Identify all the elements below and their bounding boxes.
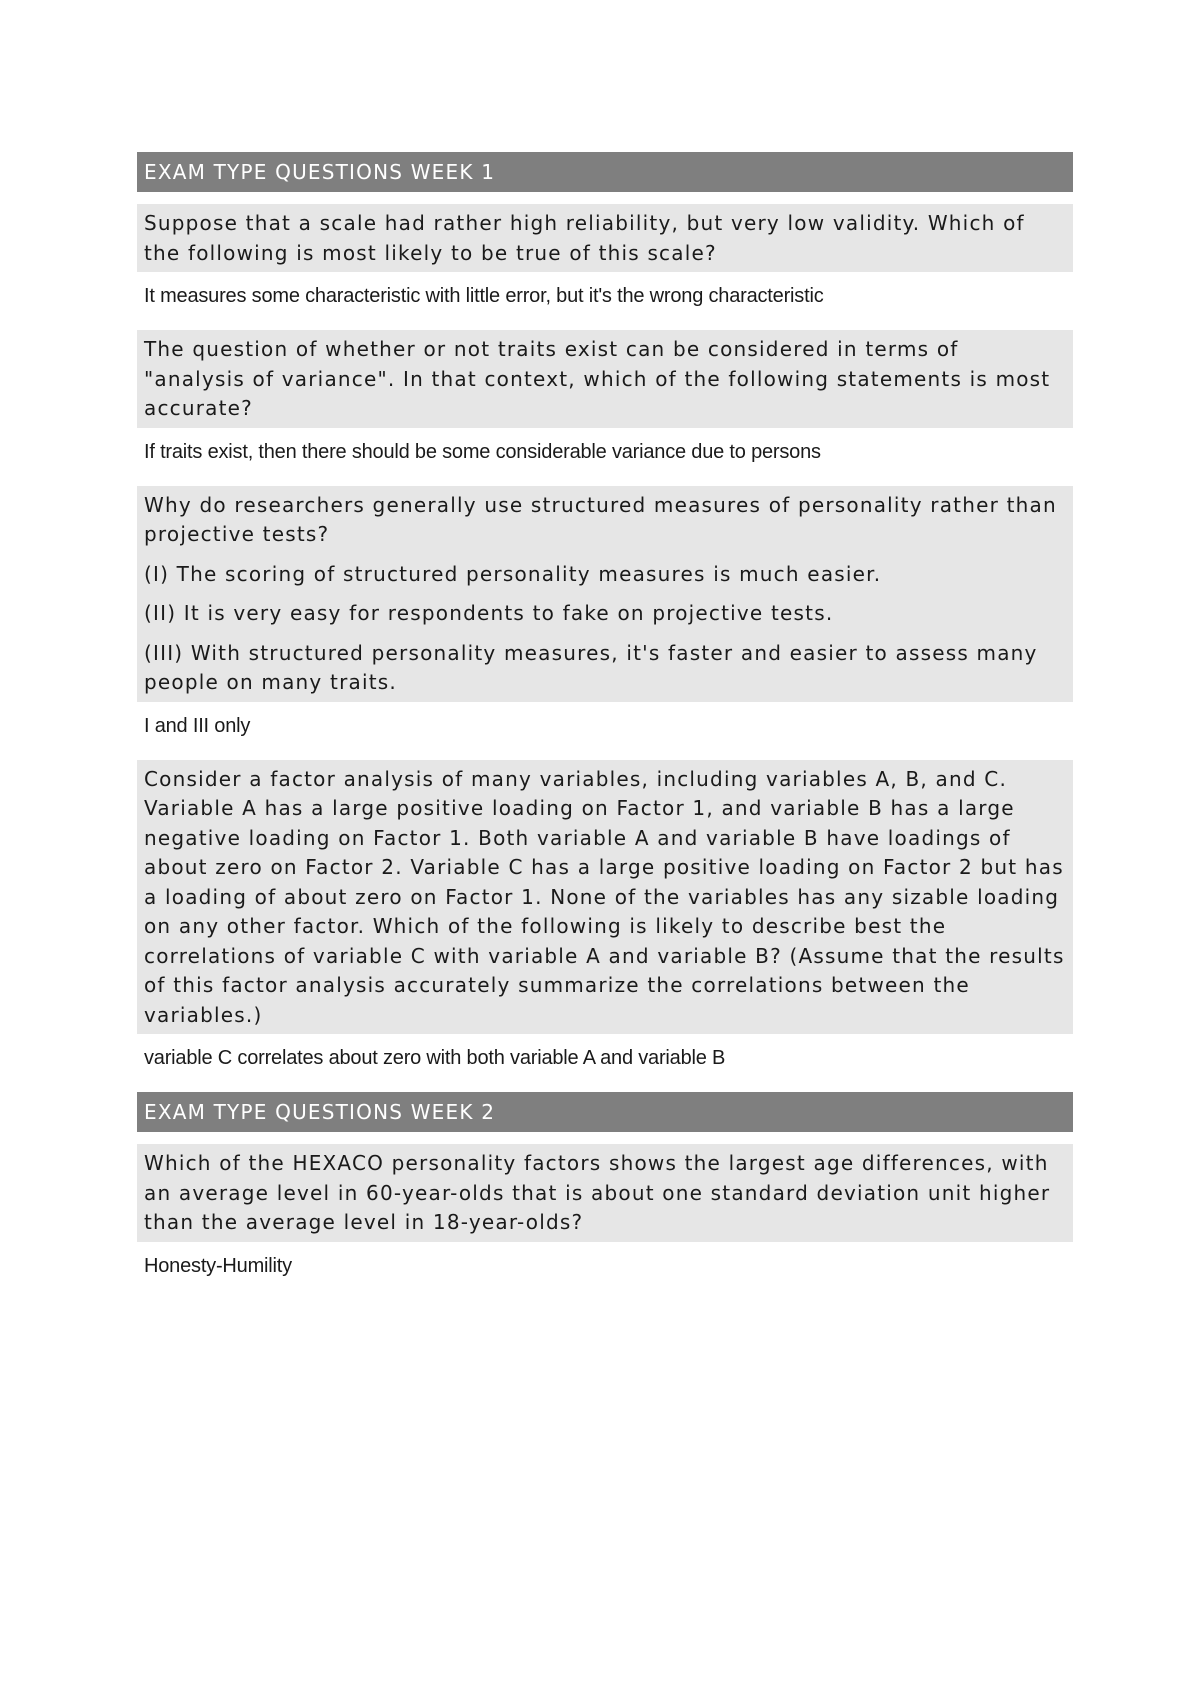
question-option: (I) The scoring of structured personality measures is much easier. (144, 561, 882, 586)
answer-text: variable C correlates about zero with both variable A and variable B (144, 1047, 726, 1069)
question-option: (III) With structured personality measures, it's faster and easier to assess many people on many traits. (144, 640, 1038, 694)
question-option: (II) It is very easy for respondents to fake on projective tests. (144, 601, 834, 625)
document-page (137, 152, 1073, 1300)
question-box (137, 486, 1073, 702)
section-header-week-2: EXAM TYPE QUESTIONS WEEK 2 (137, 1092, 1073, 1132)
question-text: Why do researchers generally use structured measures of personality rather than projective tests? (144, 492, 1057, 546)
answer-text: It measures some characteristic with little error, but it's the wrong characteristic (144, 285, 824, 307)
question-box (137, 330, 1073, 428)
question-text: Which of the HEXACO personality factors shows the largest age differences, with an average level in 60-year-olds that is about one standard deviation unit higher than the average level in 18-year-olds? (144, 1151, 1051, 1234)
answer-text: I and III only (144, 714, 251, 737)
question-box (137, 1144, 1073, 1242)
answer-text: If traits exist, then there should be some considerable variance due to persons (144, 440, 821, 463)
question-text: Suppose that a scale had rather high reliability, but very low validity. Which of the following is most likely to be true of this scale? (144, 211, 1025, 265)
question-text: Consider a factor analysis of many variables, including variables A, B, and C. Variable A has a large positive loading on Factor 1, and variable B has a large negative loading on Factor 1. Both variable A and variable B have loadings of about zero on Factor 2. Variable C has a large positive loading on Factor 2 but has a loading of about zero on Factor 1. None of the variables has any sizable loading on any other factor. Which of the following is likely to describe best the correlations of variable C with variable A and variable B? (Assume that the results of this factor analysis accurately summarize the correlations between the variables.) (144, 766, 1065, 1027)
question-box (137, 760, 1073, 1035)
section-header-week-1: EXAM TYPE QUESTIONS WEEK 1 (137, 152, 1073, 192)
answer-text: Honesty-Humility (144, 1254, 292, 1277)
question-box (137, 204, 1073, 272)
question-text: The question of whether or not traits exist can be considered in terms of "analysis of variance". In that context, which of the following statements is most accurate? (144, 337, 1051, 420)
